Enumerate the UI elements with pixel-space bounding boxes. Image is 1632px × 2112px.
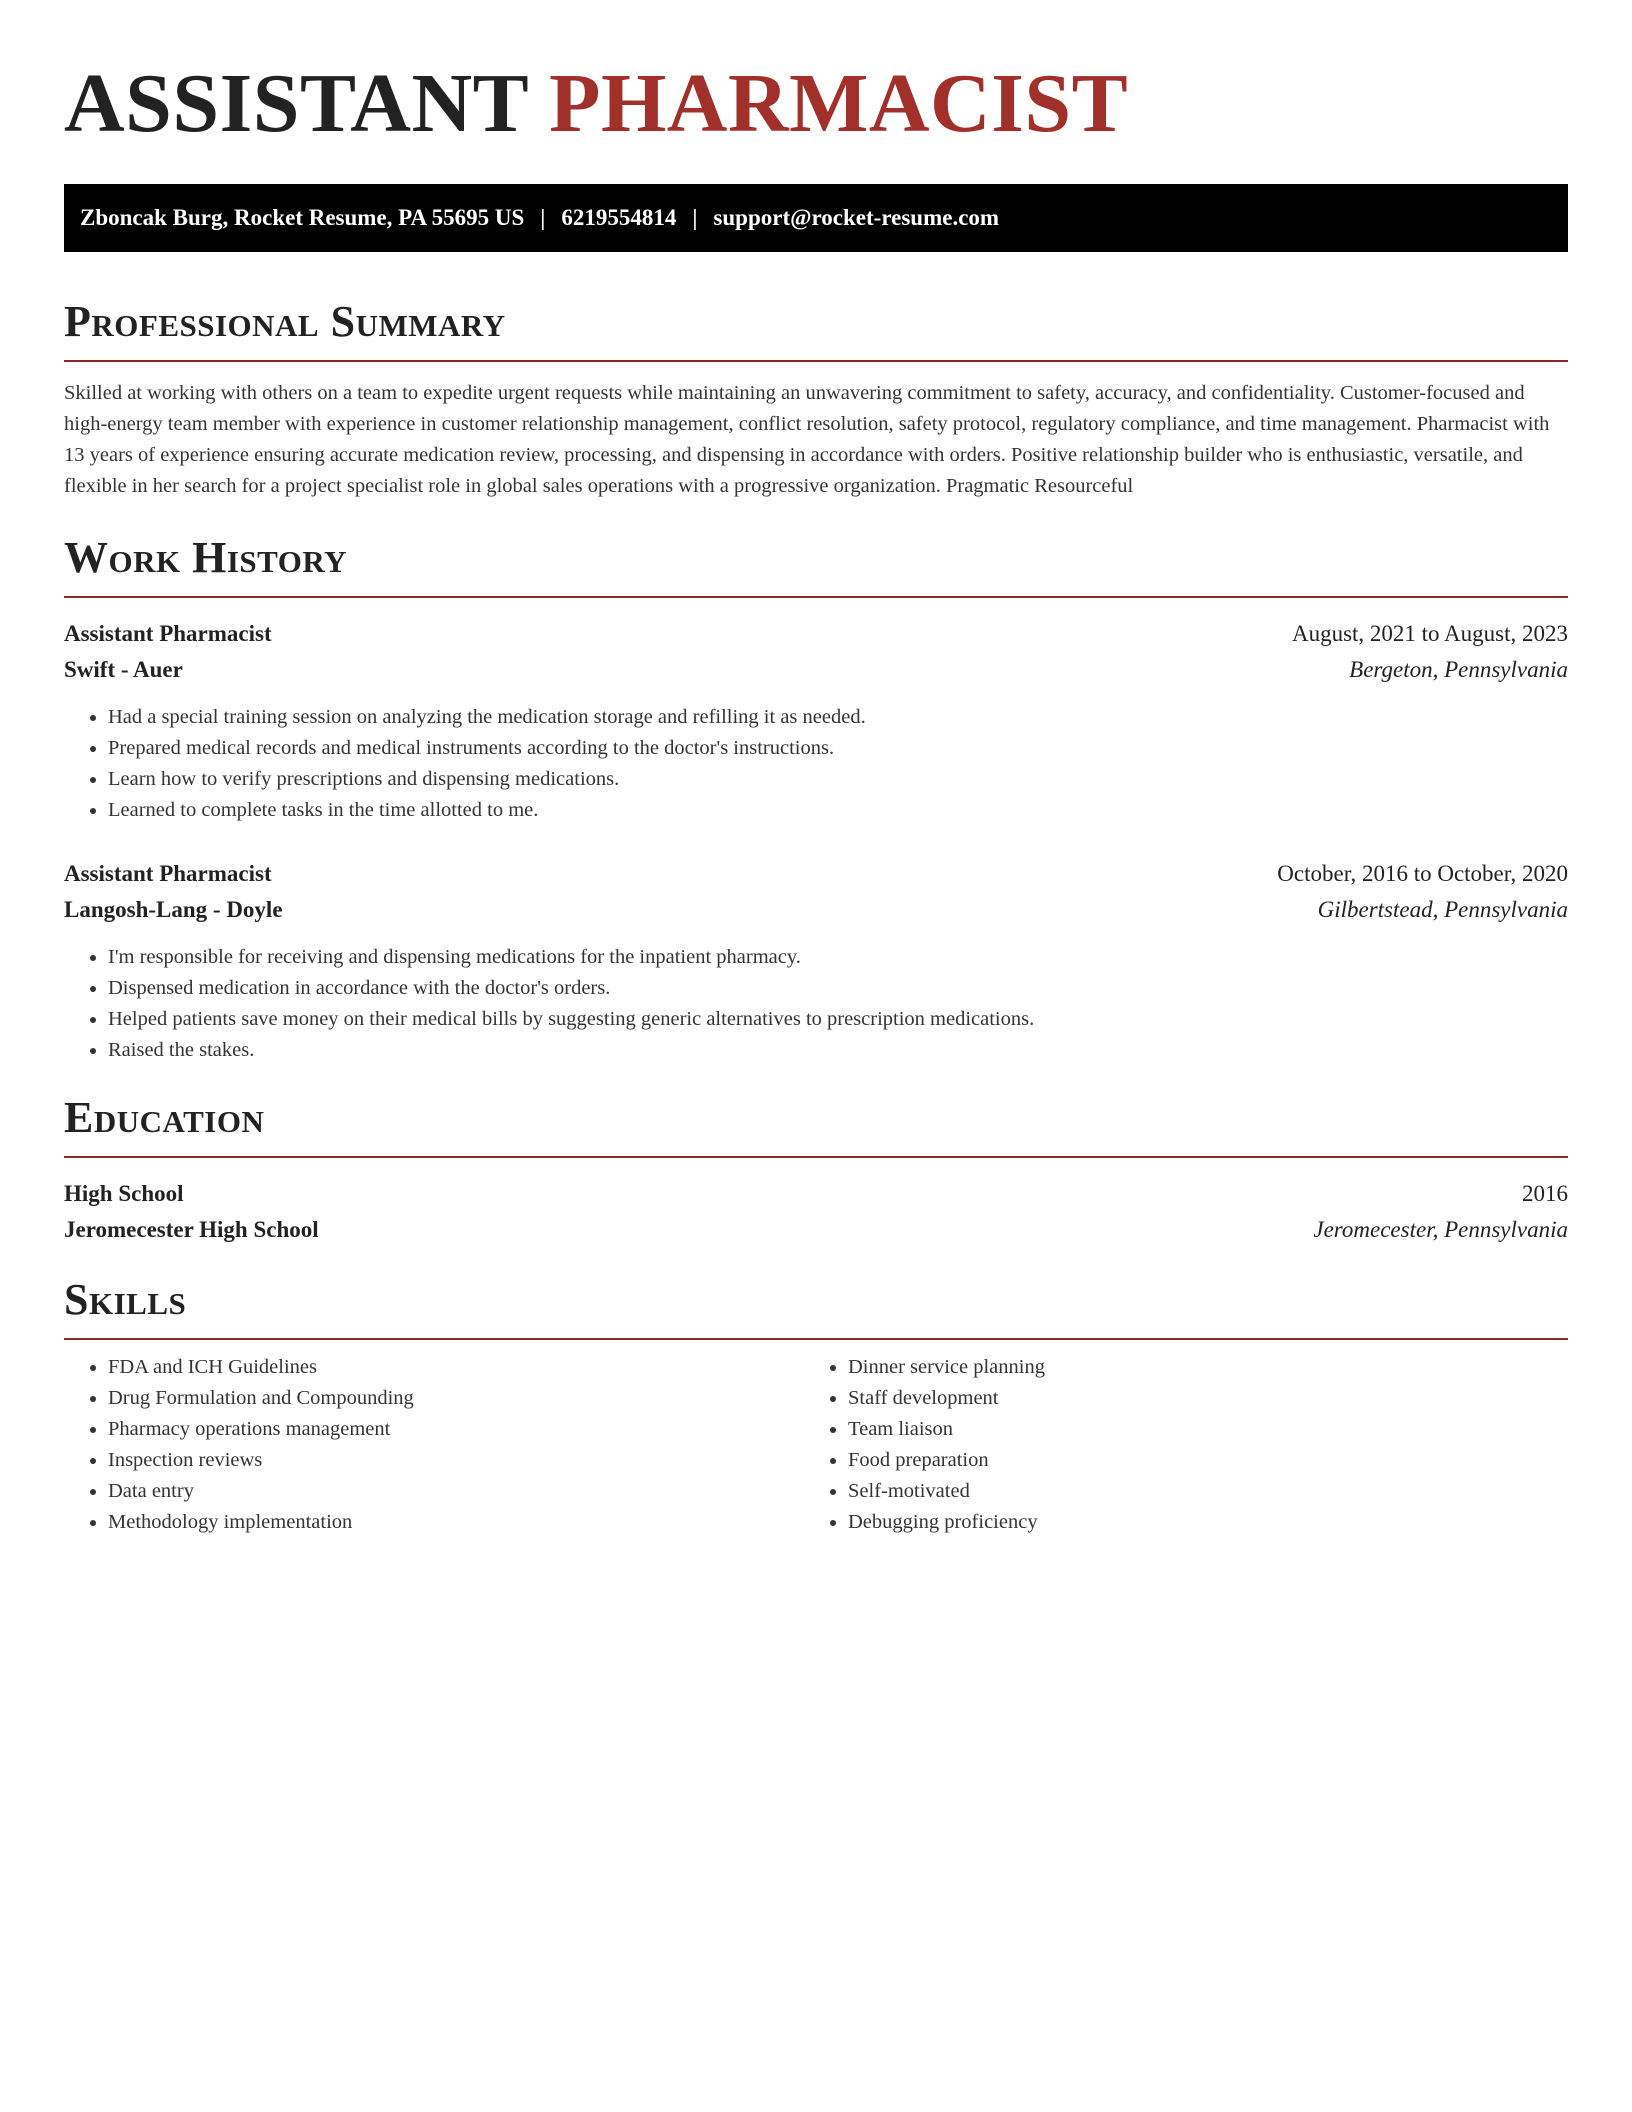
skill-item: • Self-motivated — [848, 1476, 1544, 1507]
education-school: Jeromecester High School — [64, 1217, 319, 1242]
contact-bar — [64, 184, 1568, 252]
job-company-row — [64, 892, 1568, 928]
skill-item: • Debugging proficiency — [848, 1507, 1544, 1538]
contact-phone: 6219554814 — [561, 205, 677, 230]
list-item: • I'm responsible for receiving and dispensing medications for the inpatient pharmacy. — [108, 942, 1568, 973]
list-item: • Prepared medical records and medical instruments according to the doctor's instructions. — [108, 733, 1568, 764]
job-entry — [64, 616, 1568, 826]
education-degree: High School — [64, 1181, 184, 1206]
contact-separator: | — [540, 205, 546, 230]
job-role: Assistant Pharmacist — [64, 621, 272, 646]
section-title-summary: Professional Summary — [64, 297, 506, 346]
education-entry — [64, 1176, 1568, 1248]
work-history-section — [64, 532, 1568, 1066]
job-entry — [64, 856, 1568, 1066]
list-item: • Had a special training session on analyzing the medication storage and refilling it as needed. — [108, 702, 1568, 733]
contact-email: support@rocket-resume.com — [713, 205, 1000, 230]
list-item: • Raised the stakes. — [108, 1035, 1568, 1066]
job-bullets — [64, 702, 1568, 826]
skill-item: • Data entry — [108, 1476, 804, 1507]
job-header-row — [64, 616, 1568, 652]
job-dates: October, 2016 to October, 2020 — [1277, 861, 1568, 886]
list-item: • Learned to complete tasks in the time allotted to me. — [108, 795, 1568, 826]
skills-section — [64, 1274, 1568, 1538]
job-header-row — [64, 856, 1568, 892]
summary-section — [64, 296, 1568, 502]
skill-item: • FDA and ICH Guidelines — [108, 1352, 804, 1383]
list-item: • Helped patients save money on their medical bills by suggesting generic alternatives to prescription medications. — [108, 1004, 1568, 1035]
section-divider — [64, 1156, 1568, 1158]
section-divider — [64, 1338, 1568, 1340]
job-company-row — [64, 652, 1568, 688]
list-item: • Learn how to verify prescriptions and dispensing medications. — [108, 764, 1568, 795]
skills-list-left — [64, 1352, 804, 1538]
skill-item: • Inspection reviews — [108, 1445, 804, 1476]
skill-item: • Drug Formulation and Compounding — [108, 1383, 804, 1414]
skill-item: • Pharmacy operations management — [108, 1414, 804, 1445]
section-divider — [64, 596, 1568, 598]
skills-columns — [64, 1352, 1568, 1538]
skill-item: • Dinner service planning — [848, 1352, 1544, 1383]
job-location: Bergeton, Pennsylvania — [1349, 657, 1568, 682]
education-location: Jeromecester, Pennsylvania — [1313, 1217, 1568, 1242]
job-role: Assistant Pharmacist — [64, 861, 272, 886]
resume-name — [64, 56, 1568, 152]
section-divider — [64, 360, 1568, 362]
education-header-row — [64, 1176, 1568, 1212]
job-dates: August, 2021 to August, 2023 — [1291, 621, 1568, 646]
contact-address: Zboncak Burg, Rocket Resume, PA 55695 US — [80, 205, 525, 230]
contact-separator: | — [692, 205, 698, 230]
skill-item: • Methodology implementation — [108, 1507, 804, 1538]
skill-item: • Team liaison — [848, 1414, 1544, 1445]
name-first: ASSISTANT — [64, 57, 528, 150]
name-last: PHARMACIST — [549, 57, 1129, 150]
skill-item: • Food preparation — [848, 1445, 1544, 1476]
job-company: Langosh-Lang - Doyle — [64, 897, 283, 922]
skill-item: • Staff development — [848, 1383, 1544, 1414]
education-year: 2016 — [1522, 1181, 1568, 1206]
education-school-row — [64, 1212, 1568, 1248]
section-title-skills: Skills — [64, 1275, 187, 1324]
job-location: Gilbertstead, Pennsylvania — [1317, 897, 1568, 922]
list-item: • Dispensed medication in accordance with the doctor's orders. — [108, 973, 1568, 1004]
job-company: Swift - Auer — [64, 657, 183, 682]
summary-text: Skilled at working with others on a team to expedite urgent requests while maintaining an unwavering commitment to safety, accuracy, and confidentiality. Customer-focused and high-energy team member with experience in customer relationship management, conflict resolution, safety protocol, regulatory compliance, and time management. Pharmacist with 13 years of experience ensuring accurate medication review, processing, and dispensing in accordance with orders. Positive relationship builder who is enthusiastic, versatile, and flexible in her search for a project specialist role in global sales operations with a progressive organization. Pragmatic Resourceful — [64, 382, 1550, 497]
section-title-education: Education — [64, 1093, 265, 1142]
education-section — [64, 1092, 1568, 1248]
skills-list-right — [804, 1352, 1544, 1538]
section-title-work-history: Work History — [64, 533, 348, 582]
job-bullets — [64, 942, 1568, 1066]
